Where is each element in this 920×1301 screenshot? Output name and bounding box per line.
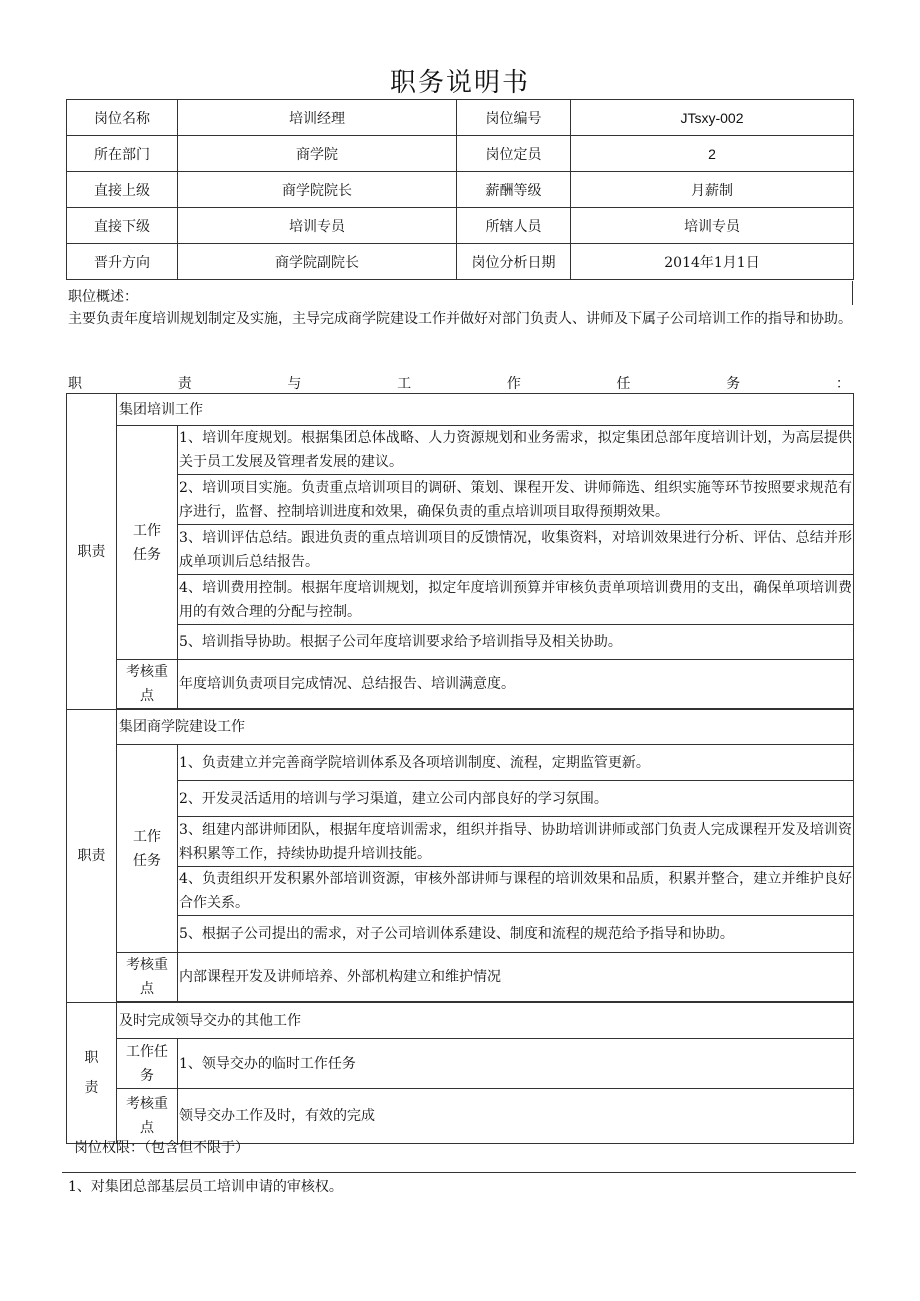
table-row xyxy=(67,525,854,575)
table-row xyxy=(67,745,854,781)
table-row xyxy=(67,817,854,867)
duties-heading-char: 与 xyxy=(287,376,302,392)
task-item: 2、培训项目实施。负责重点培训项目的调研、策划、课程开发、讲师筛选、组织实施等环节按照要求规范有序进行，监督、控制培训进度和效果，确保负责的重点培训项目取得预期效果。 xyxy=(178,475,854,525)
duties-heading-char: 务 xyxy=(726,376,741,392)
rights-label: 岗位权限：（包含但不限于） xyxy=(74,1140,249,1156)
table-row xyxy=(67,867,854,916)
table-row xyxy=(67,660,854,709)
section-title: 集团商学院建设工作 xyxy=(117,710,854,745)
work-task-label: 工作任务 xyxy=(117,1039,178,1089)
page-title: 职务说明书 xyxy=(389,68,530,98)
duty-label: 职责 xyxy=(67,394,117,710)
assess-text: 领导交办工作及时，有效的完成 xyxy=(178,1089,854,1144)
duties-heading-char: 职 xyxy=(68,376,82,392)
task-item: 5、根据子公司提出的需求，对子公司培训体系建设、制度和流程的规范给予指导和协助。 xyxy=(178,916,854,953)
info-label: 岗位分析日期 xyxy=(457,244,571,280)
info-label: 直接上级 xyxy=(67,172,178,208)
table-row xyxy=(67,781,854,817)
section-title: 集团培训工作 xyxy=(117,394,854,426)
overview-label: 职位概述： xyxy=(68,289,138,305)
info-label: 岗位定员 xyxy=(457,136,571,172)
table-row xyxy=(67,136,854,172)
task-item: 4、培训费用控制。根据年度培训规划，拟定年度培训预算并审核负责单项培训费用的支出，确保单项培训费用的有效合理的分配与控制。 xyxy=(178,575,854,625)
info-label: 薪酬等级 xyxy=(457,172,571,208)
rights-item: 1、对集团总部基层员工培训申请的审核权。 xyxy=(68,1179,343,1195)
info-value: JTsxy-002 xyxy=(571,100,854,136)
table-row xyxy=(67,916,854,953)
assess-label: 考核重点 xyxy=(117,953,178,1002)
info-label: 岗位名称 xyxy=(67,100,178,136)
table-row xyxy=(67,394,854,426)
info-value: 2 xyxy=(571,136,854,172)
info-value: 商学院 xyxy=(178,136,457,172)
duties-heading xyxy=(68,373,850,393)
info-value: 商学院副院长 xyxy=(178,244,457,280)
info-label: 所辖人员 xyxy=(457,208,571,244)
info-value: 商学院院长 xyxy=(178,172,457,208)
info-label: 岗位编号 xyxy=(457,100,571,136)
duties-heading-char: ： xyxy=(835,376,850,392)
duties-heading-char: 责 xyxy=(177,376,192,392)
table-row xyxy=(67,625,854,660)
table-row xyxy=(67,710,854,745)
task-item: 5、培训指导协助。根据子公司年度培训要求给予培训指导及相关协助。 xyxy=(178,625,854,660)
table-row xyxy=(67,953,854,1002)
task-item: 1、负责建立并完善商学院培训体系及各项培训制度、流程，定期监管更新。 xyxy=(178,745,854,781)
task-item: 1、培训年度规划。根据集团总体战略、人力资源规划和业务需求，拟定集团总部年度培训计划，为高层提供关于员工发展及管理者发展的建议。 xyxy=(178,426,854,475)
table-row xyxy=(67,475,854,525)
info-value: 2014年1月1日 xyxy=(571,244,854,280)
work-task-label: 工作任务 xyxy=(117,426,178,660)
assess-text: 内部课程开发及讲师培养、外部机构建立和维护情况 xyxy=(178,953,854,1002)
divider xyxy=(62,1172,856,1173)
task-item: 4、负责组织开发积累外部培训资源，审核外部讲师与课程的培训效果和品质，积累并整合，建立并维护良好合作关系。 xyxy=(178,867,854,916)
table-row xyxy=(67,100,854,136)
info-value: 培训专员 xyxy=(178,208,457,244)
duties-heading-char: 作 xyxy=(506,376,521,392)
overview-text: 主要负责年度培训规划制定及实施，主导完成商学院建设工作并做好对部门负责人、讲师及下属子公司培训工作的指导和协助。 xyxy=(68,311,852,327)
info-value: 培训经理 xyxy=(178,100,457,136)
task-item: 1、领导交办的临时工作任务 xyxy=(178,1039,854,1089)
assess-text: 年度培训负责项目完成情况、总结报告、培训满意度。 xyxy=(178,660,854,709)
info-table xyxy=(66,99,854,280)
table-row xyxy=(67,172,854,208)
assess-label: 考核重点 xyxy=(117,1089,178,1144)
work-task-label: 工作任务 xyxy=(117,745,178,953)
assess-label: 考核重点 xyxy=(117,660,178,709)
divider xyxy=(852,281,853,305)
duties-table xyxy=(66,393,854,1144)
info-label: 所在部门 xyxy=(67,136,178,172)
duties-heading-char: 工 xyxy=(397,376,412,392)
info-value: 培训专员 xyxy=(571,208,854,244)
duty-label: 职责 xyxy=(67,710,117,1003)
info-label: 晋升方向 xyxy=(67,244,178,280)
task-item: 3、培训评估总结。跟进负责的重点培训项目的反馈情况，收集资料，对培训效果进行分析、评估、总结并形成单项训后总结报告。 xyxy=(178,525,854,575)
duty-label: 职责 xyxy=(67,1003,117,1144)
table-row xyxy=(67,575,854,625)
info-label: 直接下级 xyxy=(67,208,178,244)
table-row xyxy=(67,1003,854,1039)
info-value: 月薪制 xyxy=(571,172,854,208)
section-title: 及时完成领导交办的其他工作 xyxy=(117,1003,854,1039)
table-row xyxy=(67,426,854,475)
table-row xyxy=(67,244,854,280)
duties-heading-char: 任 xyxy=(616,376,631,392)
table-row xyxy=(67,1039,854,1089)
table-row xyxy=(67,1089,854,1144)
table-row xyxy=(67,208,854,244)
task-item: 2、开发灵活适用的培训与学习渠道，建立公司内部良好的学习氛围。 xyxy=(178,781,854,817)
task-item: 3、组建内部讲师团队，根据年度培训需求，组织并指导、协助培训讲师或部门负责人完成课程开发及培训资料积累等工作，持续协助提升培训技能。 xyxy=(178,817,854,867)
